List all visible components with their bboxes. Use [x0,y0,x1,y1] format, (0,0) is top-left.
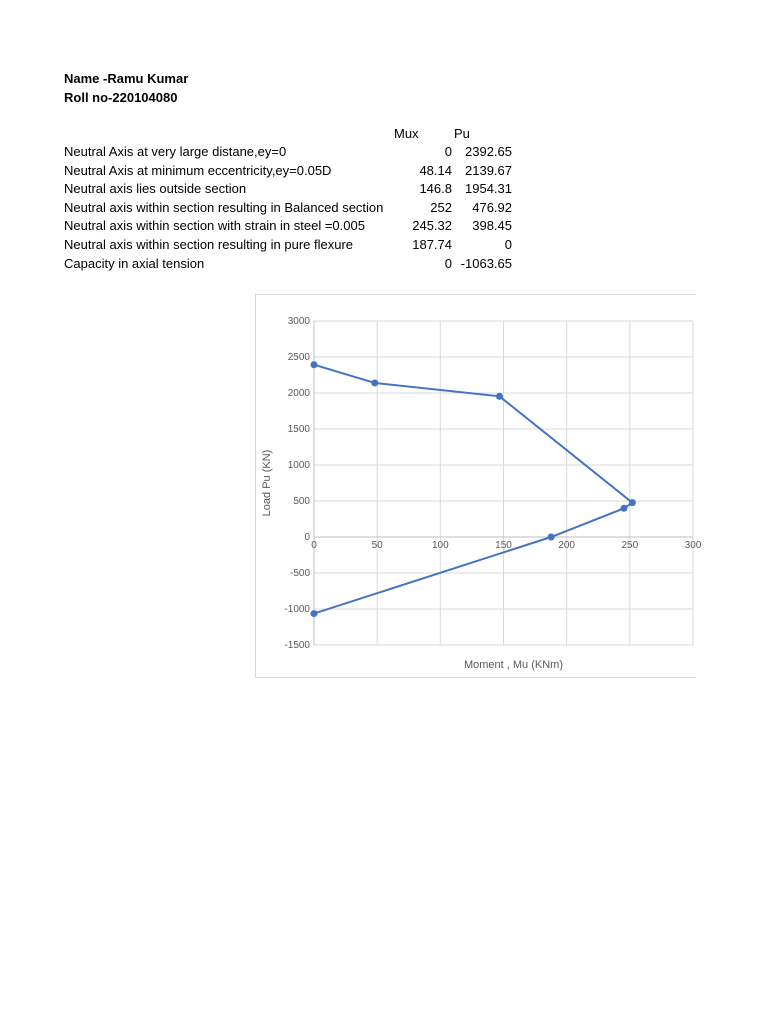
table-row [64,236,524,255]
row-label: Neutral Axis at minimum eccentricity,ey=0.05D [64,162,332,178]
row-label: Neutral axis within section with strain in steel =0.005 [64,218,365,234]
row-pu: -1063.65 [460,255,512,271]
x-tick-label: 100 [431,540,449,551]
y-tick-label: 2500 [287,352,310,363]
data-point [311,361,318,368]
data-point [620,505,627,512]
data-point [311,610,318,617]
y-tick-label: 2000 [287,388,310,399]
chart-svg [256,295,702,677]
table-row [64,143,524,162]
table-row [64,217,524,236]
row-pu: 2139.67 [465,162,512,178]
table-row [64,199,524,218]
student-info [64,69,188,107]
y-tick-label: 1000 [287,460,310,471]
column-header-pu: Pu [454,126,470,141]
row-mux: 187.74 [412,236,452,252]
data-point [496,393,503,400]
row-label: Neutral axis within section resulting in pure flexure [64,236,354,252]
x-axis-title: Moment , Mu (KNm) [463,659,564,671]
row-label: Neutral Axis at very large distane,ey=0 [64,144,287,159]
x-tick-label: 0 [311,540,317,551]
row-label: Neutral axis within section resulting in Balanced section [64,199,384,215]
row-mux: 48.14 [419,162,452,178]
y-tick-label: -1000 [284,604,310,615]
interaction-chart [255,294,702,678]
column-header-mux: Mux [394,126,419,141]
interaction-table [64,143,524,273]
row-mux: 146.8 [419,181,452,197]
row-mux: 252 [430,199,452,215]
row-pu: 1954.31 [465,181,512,197]
row-pu: 0 [504,236,512,252]
table-row [64,162,524,181]
student-name: Name -Ramu Kumar [64,71,189,86]
data-point [371,379,378,386]
y-tick-label: 3000 [287,316,310,327]
data-point [548,534,555,541]
row-mux: 0 [444,255,452,271]
table-row [64,180,524,199]
table-row [64,255,524,274]
y-tick-label: -1500 [284,640,310,651]
x-tick-label: 50 [371,540,383,551]
y-tick-label: 1500 [287,424,310,435]
x-tick-label: 150 [495,540,512,551]
data-point [629,499,636,506]
row-pu: 398.45 [472,218,512,234]
x-tick-label: 250 [621,540,639,551]
y-tick-label: 0 [304,532,310,543]
row-pu: 2392.65 [465,144,512,159]
row-mux: 0 [444,144,452,159]
x-tick-label: 200 [558,540,576,551]
y-tick-label: -500 [289,568,310,579]
row-pu: 476.92 [472,199,512,215]
series-line [314,365,632,614]
row-mux: 245.32 [412,218,452,234]
y-tick-label: 500 [293,496,310,507]
row-label: Neutral axis lies outside section [64,181,247,197]
roll-number: Roll no-220104080 [64,90,178,105]
row-label: Capacity in axial tension [64,255,205,271]
x-tick-label: 300 [684,540,702,551]
y-axis-title: Load Pu (KN) [261,449,273,517]
